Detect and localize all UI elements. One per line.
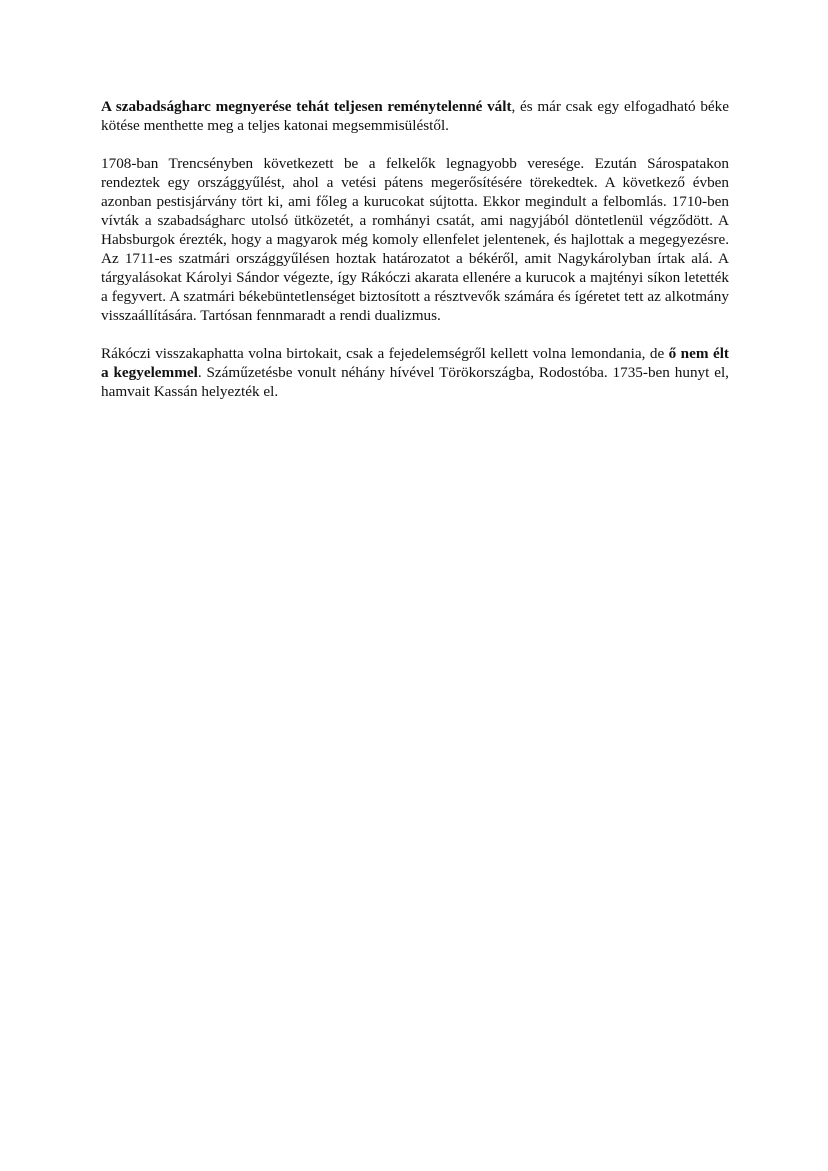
paragraph-rakoczi xyxy=(101,344,729,401)
paragraph-history xyxy=(101,154,729,325)
paragraph-intro xyxy=(101,97,729,135)
text-run: . Száműzetésbe vonult néhány hívével Törökországba, Rodostóba. 1735-ben hunyt el, hamvait Kassán helyezték el. xyxy=(101,364,729,400)
text-run: , és már csak egy elfogadható béke kötése menthette meg a teljes katonai megsemmisüléstől. xyxy=(101,98,729,134)
text-run: Rákóczi visszakaphatta volna birtokait, csak a fejedelemségről kellett volna lemondania, de xyxy=(101,345,669,362)
text-run: 1708-ban Trencsényben következett be a felkelők legnagyobb veresége. Ezután Sárospatakon rendeztek egy országgyűlést, ahol a vetési pátens megerősítésére törekedtek. A következő évben azonban pestisjárvány tört ki, ami főleg a kurucokat sújtotta. Ekkor megindult a felbomlás. 1710-ben vívták a szabadságharc utolsó ütközetét, a romhányi csatát, ami nagyjából döntetlenül végződött. A Habsburgok érezték, hogy a magyarok még komoly ellenfelet jelentenek, és hajlottak a megegyezésre. Az 1711-es szatmári országgyűlésen hoztak határozatot a békéről, amit Nagykárolyban írtak alá. A tárgyalásokat Károlyi Sándor végezte, így Rákóczi akarata ellenére a kurucok a majtényi síkon letették a fegyvert. A szatmári békebüntetlenséget biztosított a résztvevők számára és ígéretet tett az alkotmány visszaállítására. Tartósan fennmaradt a rendi dualizmus. xyxy=(101,155,729,324)
document-page xyxy=(101,97,729,420)
bold-text: A szabadságharc megnyerése tehát teljesen reménytelenné vált xyxy=(101,98,512,115)
bold-text: ő nem élt a kegyelemmel xyxy=(101,345,729,381)
